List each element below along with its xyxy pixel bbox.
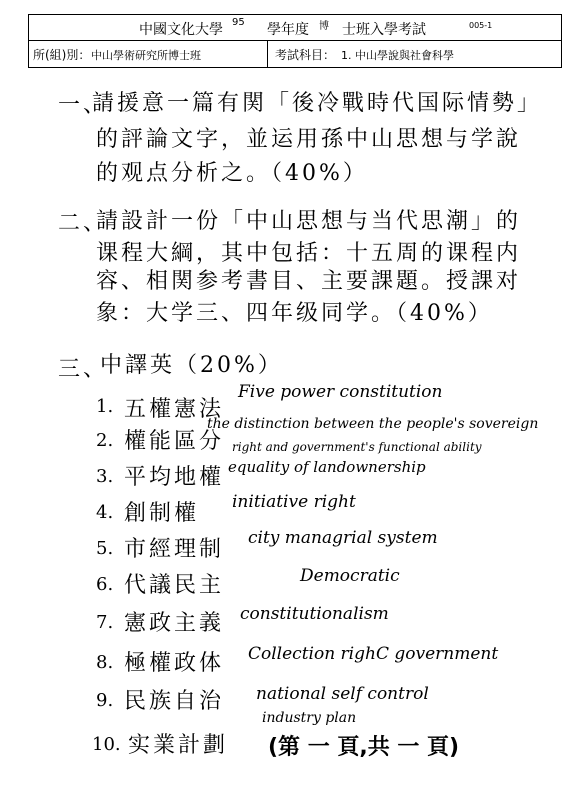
subject-value: 1. 中山學說與社會科學 — [341, 49, 454, 62]
item-3-chinese: 平均地權 — [124, 465, 225, 490]
item-6-number: 6. — [96, 574, 114, 595]
question-2-line-3: 容、相関参考書目、主要課題。授課对 — [96, 269, 522, 294]
year-unit: 學年度 — [267, 22, 309, 38]
department-value: 中山學術研究所博士班 — [91, 49, 201, 62]
page-number-footer: (第 一 頁,共 一 頁) — [268, 735, 460, 760]
exam-name: 士班入學考試 — [342, 22, 426, 38]
item-2-chinese: 權能區分 — [124, 429, 225, 454]
item-1-number: 1. — [96, 396, 114, 417]
question-3-title: 中譯英（20%） — [100, 353, 283, 378]
academic-year: 95 — [232, 17, 245, 28]
item-9-chinese: 民族自治 — [124, 689, 225, 714]
item-8-number: 8. — [96, 652, 114, 673]
item-1-english: Five power constitution — [238, 382, 443, 402]
item-7-english: constitutionalism — [240, 604, 389, 624]
item-4-english: initiative right — [232, 492, 356, 512]
item-6-chinese: 代議民主 — [124, 573, 225, 598]
subject-label: 考試科目： — [275, 48, 336, 62]
item-10-chinese: 实業計劃 — [128, 733, 229, 758]
item-2-english-cont: right and government's functional ability — [232, 440, 482, 454]
question-2-line-1: 請設計一份「中山思想与当代思潮」的 — [96, 209, 522, 234]
exam-code: 005-1 — [469, 21, 493, 30]
item-2-english: the distinction between the people's sovereign — [207, 416, 539, 432]
question-2-line-4: 象：大学三、四年级同学。（40%） — [96, 301, 493, 326]
question-1-line-2: 的評論文字，並运用孫中山思想与学說 — [96, 127, 522, 152]
university-name: 中國文化大學 — [139, 22, 223, 38]
department-label: 所(組)別： — [33, 48, 91, 62]
question-2-number: 二、 — [58, 211, 109, 236]
item-10-english: industry plan — [262, 710, 357, 726]
item-7-number: 7. — [96, 612, 114, 633]
question-1-number: 一、 — [58, 93, 109, 118]
item-9-english: national self control — [256, 684, 429, 704]
item-4-chinese: 創制權 — [124, 501, 200, 526]
item-3-english: equality of landownership — [228, 458, 426, 476]
item-8-english: Collection righC government — [248, 644, 499, 664]
question-1-line-3: 的观点分析之。（40%） — [96, 161, 368, 186]
item-1-chinese: 五權憲法 — [124, 397, 225, 422]
item-2-number: 2. — [96, 430, 114, 451]
item-10-number: 10. — [92, 734, 121, 755]
question-2-line-2: 课程大綱，其中包括：十五周的课程内 — [96, 241, 522, 266]
item-5-english: city managrial system — [248, 528, 438, 548]
item-4-number: 4. — [96, 502, 114, 523]
item-7-chinese: 憲政主義 — [124, 611, 225, 636]
question-3-number: 三、 — [58, 357, 109, 382]
item-6-english: Democratic — [300, 566, 400, 586]
item-5-chinese: 市經理制 — [124, 537, 225, 562]
item-9-number: 9. — [96, 690, 114, 711]
exam-header — [28, 14, 562, 68]
program-mark: 博 — [319, 21, 329, 32]
item-8-chinese: 極權政体 — [124, 651, 225, 676]
question-1-line-1: 請援意一篇有関「後冷戰時代国际情勢」 — [92, 91, 543, 116]
item-3-number: 3. — [96, 466, 114, 487]
item-5-number: 5. — [96, 538, 114, 559]
